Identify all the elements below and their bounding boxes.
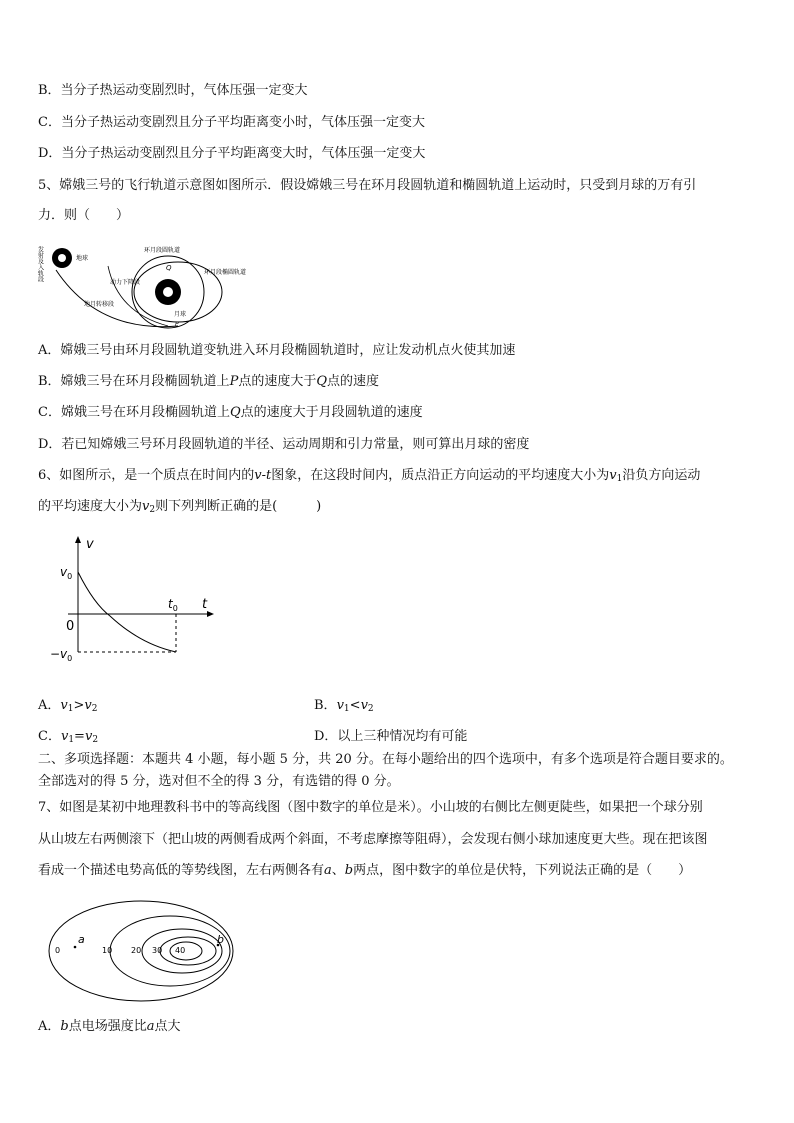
q6-stem-line1: 6、如图所示，是一个质点在时间内的v-t图象，在这段时间内，质点沿正方向运动的平均速度大小为$v_1$沿负方向运动 (38, 468, 701, 484)
circular-orbit-label: 环月段圆轨道 (144, 247, 181, 254)
elliptical-orbit-label: 环月段椭圆轨道 (204, 269, 247, 276)
transfer-label: 地月转移段 (84, 301, 115, 308)
label-30: 30 (152, 946, 163, 955)
origin-label: 0 (66, 619, 75, 634)
q7-stem-line3: 看成一个描述电势高低的等势线图，左右两侧各有a、b两点，图中数字的单位是伏特，下列说法正确的是（ ） (38, 863, 692, 878)
vt-graph (50, 534, 220, 664)
q5-option-a: A．嫦娥三号由环月段圆轨道变轨进入环月段椭圆轨道时，应让发动机点火使其加速 (38, 343, 516, 358)
q5-option-d: D．若已知嫦娥三号环月段圆轨道的半径、运动周期和引力常量，则可算出月球的密度 (38, 437, 530, 452)
q6-option-d: D．以上三种情况均有可能 (314, 729, 468, 744)
label-10: 10 (102, 946, 113, 955)
q5-stem-line1: 5、嫦娥三号的飞行轨道示意图如图所示．假设嫦娥三号在环月段圆轨道和椭圆轨道上运动时，只受到月球的万有引 (38, 178, 697, 193)
t0-label: $t_0$ (168, 597, 178, 613)
q7-stem-line2: 从山坡左右两侧滚下（把山坡的两侧看成两个斜面，不考虑摩擦等阻碍），会发现右侧小球加速度更大些。现在把该图 (38, 832, 708, 847)
section2-line2: 全部选对的得 5 分，选对但不全的得 3 分，有选错的得 0 分。 (38, 774, 400, 789)
label-20: 20 (131, 946, 142, 955)
q6-option-a: A．$v_1>v_2$ (38, 698, 98, 714)
q5-stem-line2: 力．则（ ） (38, 208, 130, 223)
orbit-diagram (38, 238, 260, 330)
point-q: Q (166, 264, 172, 272)
v-axis-label: v (86, 537, 94, 552)
neg-v0-label: $-v_0$ (50, 647, 73, 663)
contour-diagram (44, 895, 238, 1007)
point-a-dot (74, 946, 77, 949)
point-a-label: a (78, 933, 85, 946)
q5-option-c: C．嫦娥三号在环月段椭圆轨道上Q点的速度大于月段圆轨道的速度 (38, 405, 423, 420)
launch-label: 发射及入轨段 (36, 246, 44, 282)
point-b-label: b (217, 933, 224, 946)
q6-option-c: C．$v_1=v_2$ (38, 729, 99, 745)
t-axis-label: t (202, 597, 208, 612)
v0-label: $v_0$ (60, 565, 73, 581)
q7-stem-line1: 7、如图是某初中地理教科书中的等高线图（图中数字的单位是米）。小山坡的右侧比左侧更陡些，如果把一个球分别 (38, 800, 703, 815)
vt-curve (78, 572, 176, 652)
q4-option-b: B．当分子热运动变剧烈时，气体压强一定变大 (38, 83, 308, 98)
q4-option-d: D．当分子热运动变剧烈且分子平均距离变大时，气体压强一定变大 (38, 146, 426, 161)
moon-label: 月球 (174, 311, 187, 318)
descent-label: 动力下降段 (110, 279, 141, 286)
earth-label: 地球 (76, 255, 89, 262)
q4-option-c: C．当分子热运动变剧烈且分子平均距离变小时，气体压强一定变大 (38, 115, 425, 130)
q6-option-b: B．$v_1<v_2$ (314, 698, 374, 714)
label-0: 0 (55, 946, 61, 955)
section2-line1: 二、多项选择题：本题共 4 小题，每小题 5 分，共 20 分。在每小题给出的四个选项中，有多个选项是符合题目要求的。 (38, 752, 733, 767)
point-p: P (175, 321, 179, 328)
label-40: 40 (175, 946, 186, 955)
q6-stem-line2: 的平均速度大小为$v_2$则下列判断正确的是( ) (38, 499, 322, 515)
q5-option-b: B．嫦娥三号在环月段椭圆轨道上P点的速度大于Q点的速度 (38, 374, 380, 389)
contour-30 (160, 937, 216, 965)
q7-option-a: A．b点电场强度比a点大 (38, 1019, 181, 1034)
